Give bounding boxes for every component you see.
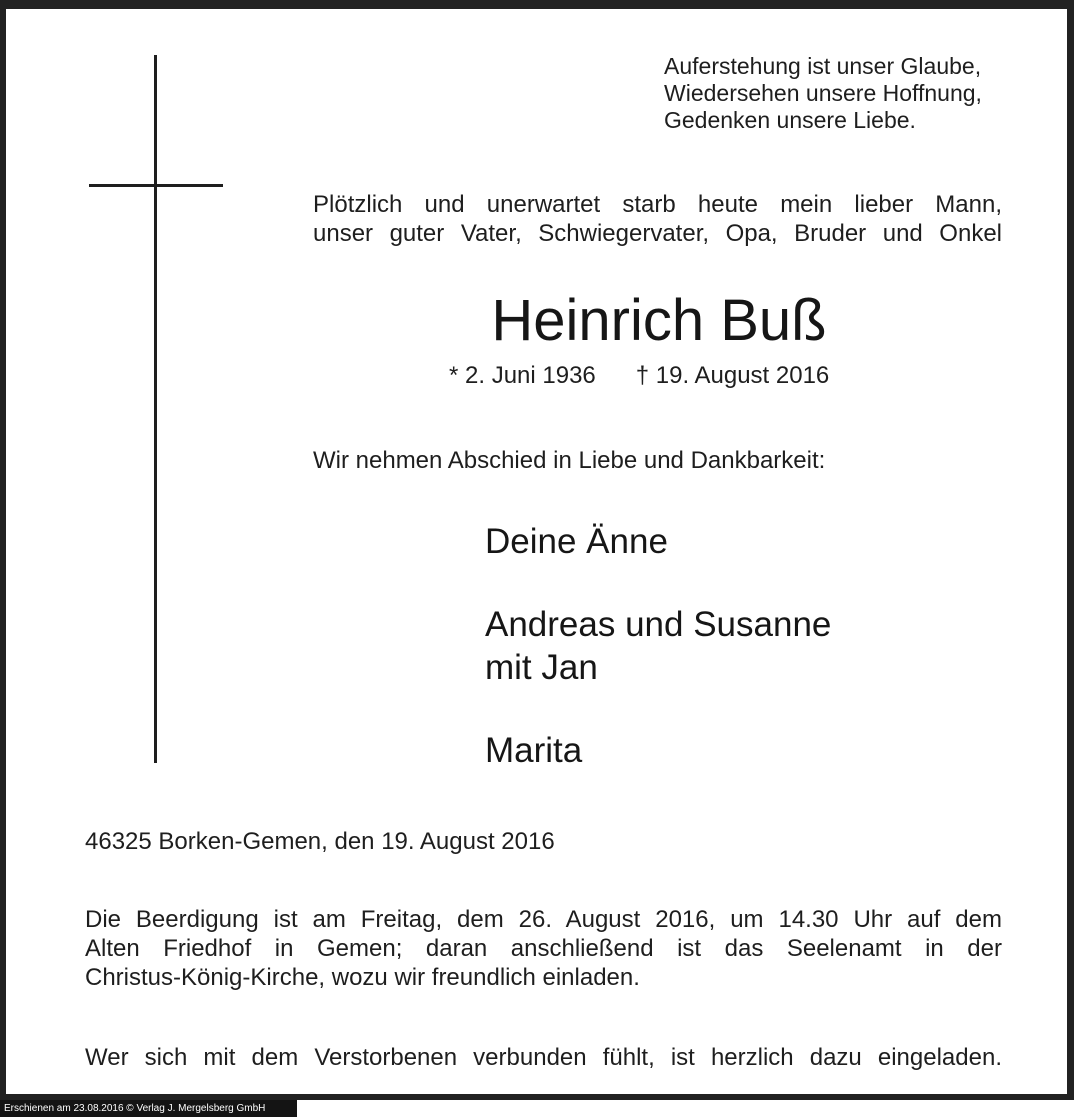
funeral-line: Die Beerdigung ist am Freitag, dem 26. August 2016, um 14.30 Uhr auf dem <box>85 906 1002 933</box>
mourner-name: Deine Änne <box>485 522 668 561</box>
cross-icon-bar <box>89 184 223 187</box>
mourner-name: mit Jan <box>485 648 598 687</box>
birth-date: * 2. Juni 1936 <box>449 362 596 389</box>
funeral-line: Christus-König-Kirche, wozu wir freundlich einladen. <box>85 964 640 991</box>
mourner-name: Marita <box>485 731 583 770</box>
intro-line: unser guter Vater, Schwiegervater, Opa, Bruder und Onkel <box>313 220 1002 247</box>
intro-text <box>313 190 1002 248</box>
deceased-name: Heinrich Buß <box>491 288 827 353</box>
funeral-info <box>85 905 1002 992</box>
verse-line: Gedenken unsere Liebe. <box>664 107 916 133</box>
verse-line: Wiedersehen unsere Hoffnung, <box>664 80 982 106</box>
intro-line: Plötzlich und unerwartet starb heute mein lieber Mann, <box>313 191 1002 218</box>
cross-icon <box>154 55 157 763</box>
place-date: 46325 Borken-Gemen, den 19. August 2016 <box>85 828 555 855</box>
funeral-line: Alten Friedhof in Gemen; daran anschließend ist das Seelenamt in der <box>85 935 1002 962</box>
mourner-name: Andreas und Susanne <box>485 605 832 644</box>
invitation-text: Wer sich mit dem Verstorbenen verbunden fühlt, ist herzlich dazu eingeladen. <box>85 1044 1002 1071</box>
life-dates <box>449 361 829 391</box>
farewell-text: Wir nehmen Abschied in Liebe und Dankbarkeit: <box>313 447 826 474</box>
verse-line: Auferstehung ist unser Glaube, <box>664 53 982 79</box>
publication-footer: Erschienen am 23.08.2016 © Verlag J. Mergelsberg GmbH <box>0 1100 297 1117</box>
death-date: † 19. August 2016 <box>635 362 830 389</box>
verse <box>664 53 982 134</box>
